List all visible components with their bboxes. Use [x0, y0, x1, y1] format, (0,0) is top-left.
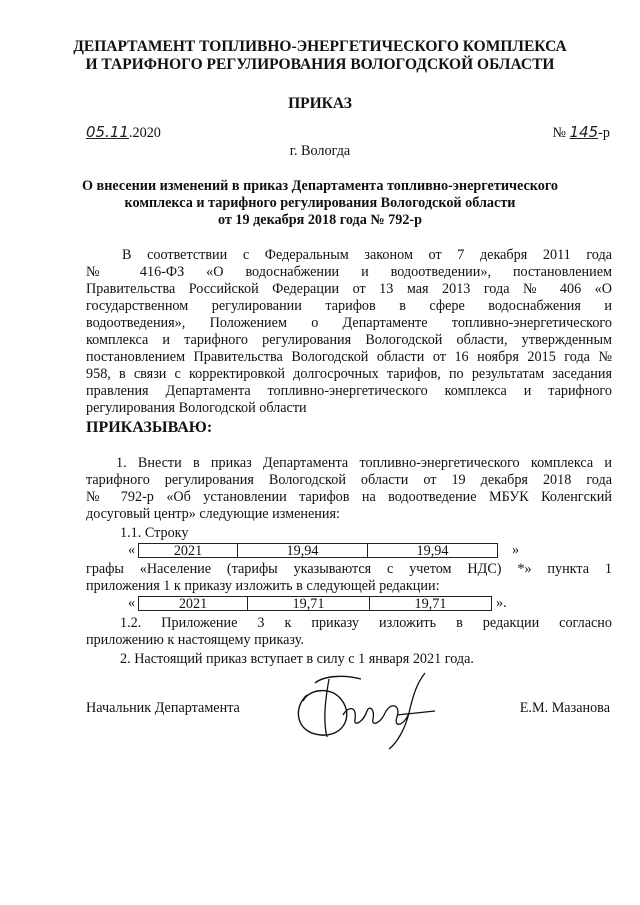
table-cell-value: 19,94 — [368, 543, 498, 558]
order-number — [552, 124, 610, 142]
order-date — [86, 124, 161, 142]
preamble-line: 958, в связи с корректировкой долгосрочных тарифов, по результатам заседания — [86, 366, 612, 382]
mid-text-line: приложения 1 к приказу изложить в следующей редакции: — [86, 578, 440, 594]
title-line1: О внесении изменений в приказ Департамента топливно-энергетического — [81, 178, 559, 194]
preamble-line: водоотведения», Положением о Департаменте топливно-энергетического — [86, 315, 612, 331]
item1-1-label: 1.1. Строку — [120, 525, 189, 541]
department-name-line1: ДЕПАРТАМЕНТ ТОПЛИВНО-ЭНЕРГЕТИЧЕСКОГО КОМПЛЕКСА — [73, 38, 567, 55]
preamble-line: государственном регулировании тарифов в сфере водоснабжения и — [86, 298, 612, 314]
item1-line: досуговый центр» следующие изменения: — [86, 506, 340, 522]
quote-close: » — [512, 541, 520, 558]
signatory-position: Начальник Департамента — [86, 700, 240, 716]
item1-line: тарифного регулирования Вологодской области от 19 декабря 2018 года — [86, 472, 612, 488]
table-cell-value: 19,71 — [370, 596, 492, 611]
preamble-line: Правительства Российской Федерации от 13 мая 2013 года № 406 «О — [86, 281, 612, 297]
table-new-row — [128, 595, 507, 612]
order-word: ПРИКАЗЫВАЮ: — [86, 419, 213, 436]
preamble-line: № 416-ФЗ «О водоснабжении и водоотведении», постановлением — [86, 264, 612, 280]
quote-open: « — [128, 594, 136, 611]
table-cell-year: 2021 — [138, 543, 238, 558]
signatory-name: Е.М. Мазанова — [519, 700, 610, 716]
table-cell-value: 19,71 — [248, 596, 370, 611]
item1-line: 1. Внести в приказ Департамента топливно-энергетического комплекса и — [116, 455, 612, 471]
date-year: .2020 — [128, 125, 161, 141]
handwritten-date: 05.11 — [86, 123, 129, 141]
table-cell-value: 19,94 — [238, 543, 368, 558]
number-suffix: -р — [598, 125, 610, 141]
quote-open: « — [128, 541, 136, 558]
item1-2-line: приложению к настоящему приказу. — [86, 632, 304, 648]
preamble-line: регулирования Вологодской области — [86, 400, 307, 416]
handwritten-signature — [285, 665, 445, 755]
document-type: ПРИКАЗ — [288, 95, 352, 112]
number-prefix: № — [552, 125, 566, 141]
quote-close: ». — [496, 594, 507, 611]
handwritten-number: 145 — [569, 123, 599, 141]
table-old-row — [128, 542, 519, 559]
item2: 2. Настоящий приказ вступает в силу с 1 января 2021 года. — [120, 651, 474, 667]
table-cell-year: 2021 — [138, 596, 248, 611]
item1-line: № 792-р «Об установлении тарифов на водоотведение МБУК Коленгский — [86, 489, 612, 505]
item1-2-line: 1.2. Приложение 3 к приказу изложить в редакции согласно — [120, 615, 612, 631]
title-line3: от 19 декабря 2018 года № 792-р — [217, 212, 423, 228]
title-line2: комплекса и тарифного регулирования Вологодской области — [124, 195, 516, 211]
preamble-line: постановлением Правительства Вологодской области от 16 ноября 2015 года № — [86, 349, 612, 365]
department-name-line2: И ТАРИФНОГО РЕГУЛИРОВАНИЯ ВОЛОГОДСКОЙ ОБЛАСТИ — [85, 56, 555, 73]
mid-text-line: графы «Население (тарифы указываются с учетом НДС) *» пункта 1 — [86, 561, 612, 577]
preamble-line: комплекса и тарифного регулирования Вологодской области, утвержденным — [86, 332, 612, 348]
preamble-line: В соответствии с Федеральным законом от 7 декабря 2011 года — [122, 247, 612, 263]
city: г. Вологда — [289, 143, 351, 159]
preamble-line: правления Департамента топливно-энергетического комплекса и тарифного — [86, 383, 612, 399]
